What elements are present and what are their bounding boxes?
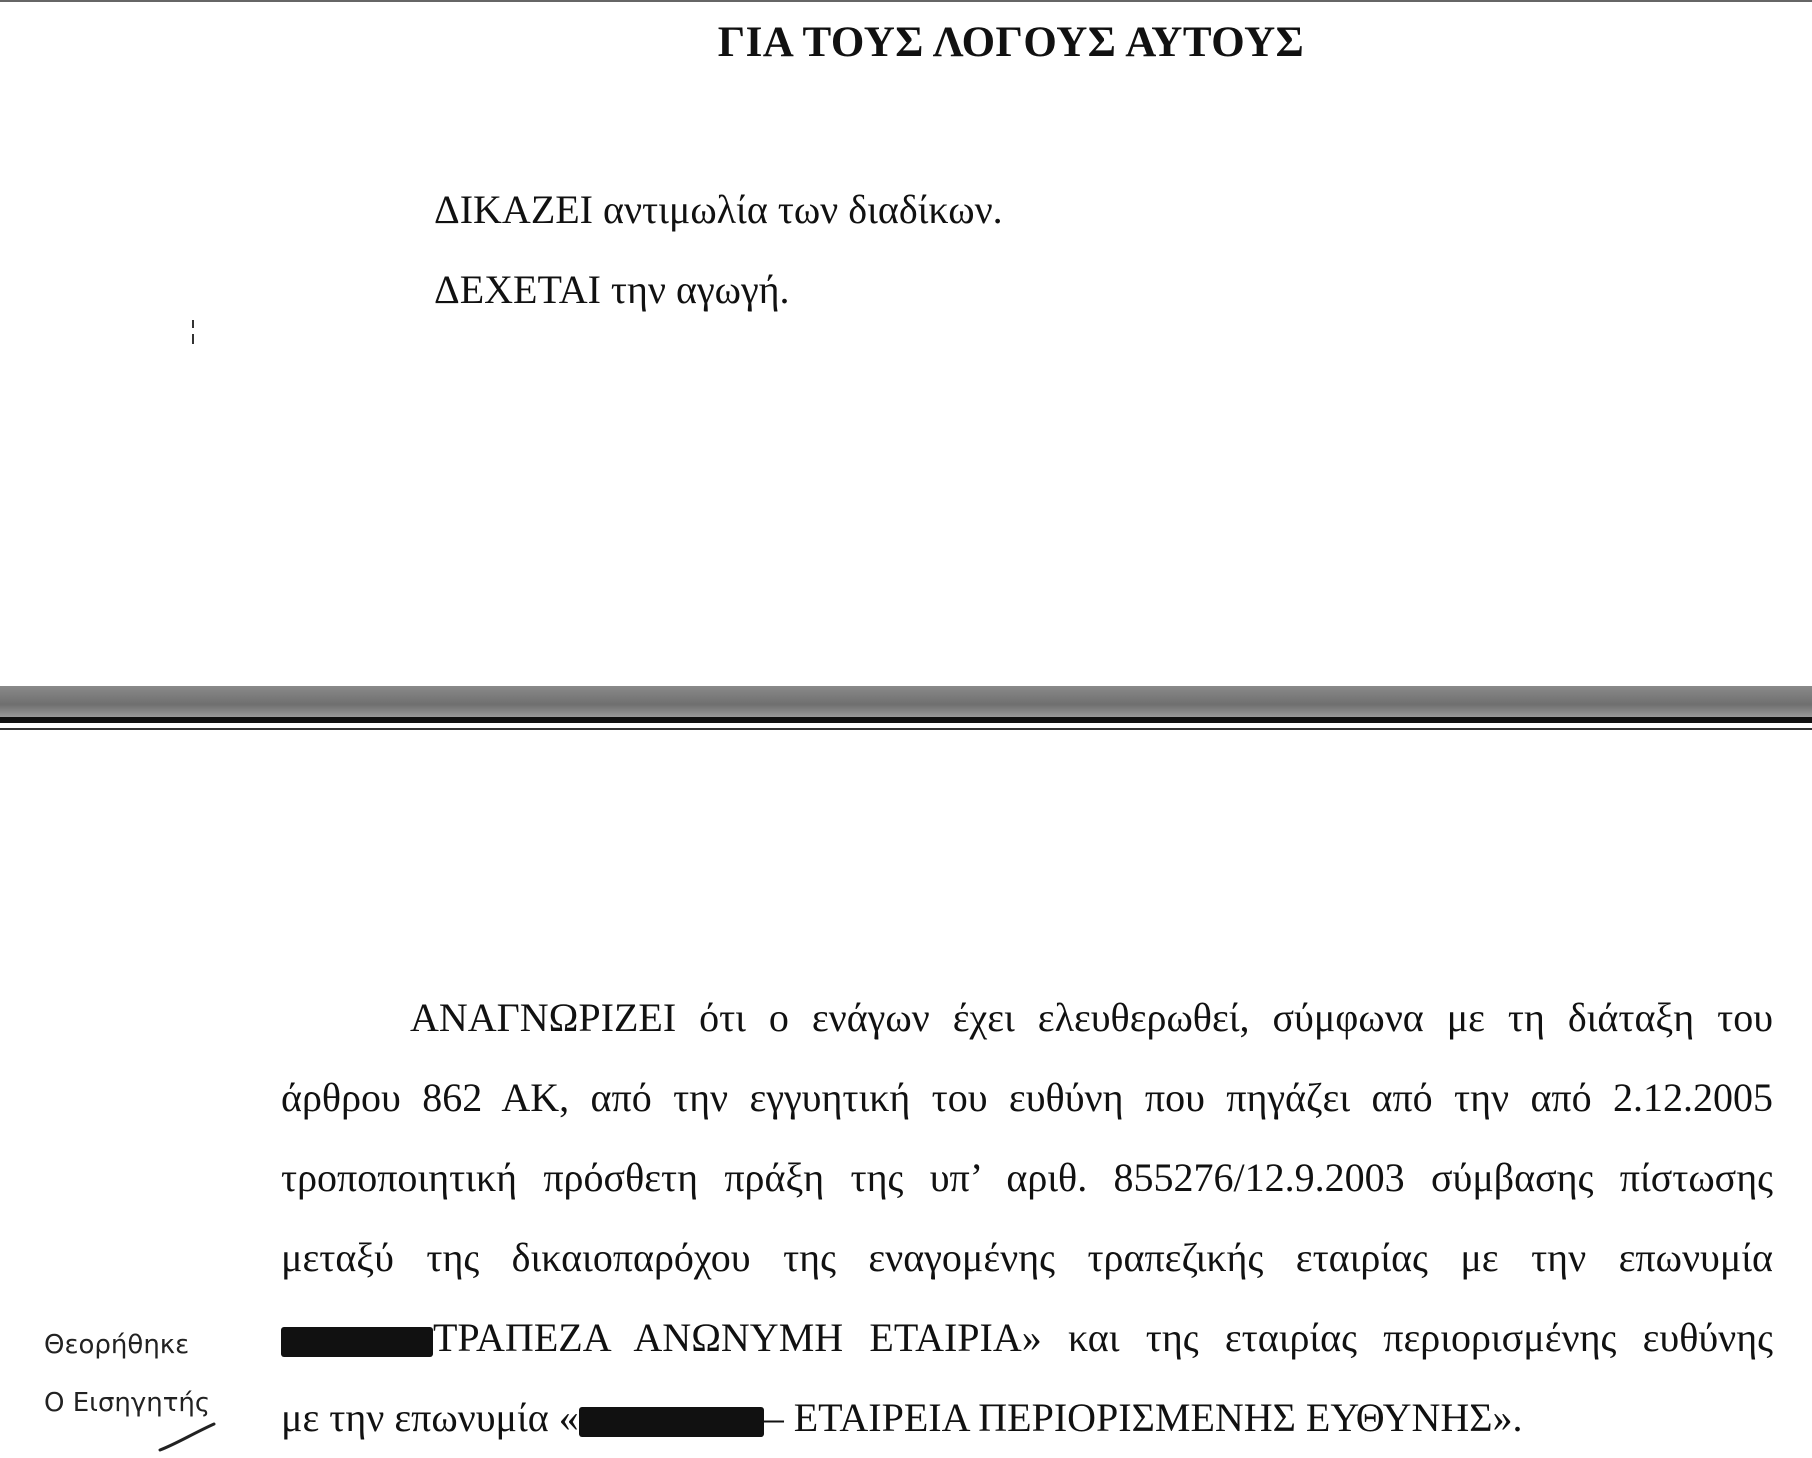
paragraph-row-3: τροποποιητική πρόσθετη πράξη της υπ’ αριθ. 855276/12.9.2003 σύμβασης πίστωσης <box>281 1155 1773 1200</box>
signature-stroke-icon <box>158 1420 218 1454</box>
upper-page <box>0 0 1812 688</box>
paragraph-row-2: άρθρου 862 ΑΚ, από την εγγυητική του ευθύνη που πηγάζει από την από 2.12.2005 <box>281 1075 1773 1120</box>
margin-note-rapporteur: Ο Εισηγητής <box>44 1388 211 1418</box>
paragraph-row-6: με την επωνυμία « – ΕΤΑΙΡΕΙΑ ΠΕΡΙΟΡΙΣΜΕΝΗΣ ΕΥΘΥΝΗΣ». <box>281 1395 1523 1440</box>
page-edge-line <box>0 717 1812 723</box>
page-edge-thin-line <box>0 728 1812 730</box>
ruling-line-2: ΔΕΧΕΤΑΙ την αγωγή. <box>434 267 790 312</box>
redaction-bar-bank-name <box>281 1327 433 1357</box>
paragraph-row-1: ΑΝΑΓΝΩΡΙΖΕΙ ότι ο ενάγων έχει ελευθερωθεί, σύμφωνα με τη διάταξη του <box>410 995 1773 1040</box>
paragraph-row-4: μεταξύ της δικαιοπαρόχου της εναγομένης τραπεζικής εταιρίας με την επωνυμία <box>281 1235 1773 1280</box>
margin-note-viewed: Θεορήθηκε <box>44 1330 190 1360</box>
paragraph-row-5: ΤΡΑΠΕΖΑ ΑΝΩΝΥΜΗ ΕΤΑΙΡΙΑ» και της εταιρίας περιορισμένης ευθύνης <box>281 1298 1773 1378</box>
scan-speck-mark <box>191 318 195 348</box>
page-gap <box>0 686 1812 717</box>
section-heading: ΓΙΑ ΤΟΥΣ ΛΟΓΟΥΣ ΑΥΤΟΥΣ <box>717 19 1305 66</box>
redaction-bar-company-name <box>579 1407 764 1437</box>
ruling-line-1: ΔΙΚΑΖΕΙ αντιμωλία των διαδίκων. <box>434 187 1003 232</box>
recognition-paragraph <box>281 978 1773 1458</box>
